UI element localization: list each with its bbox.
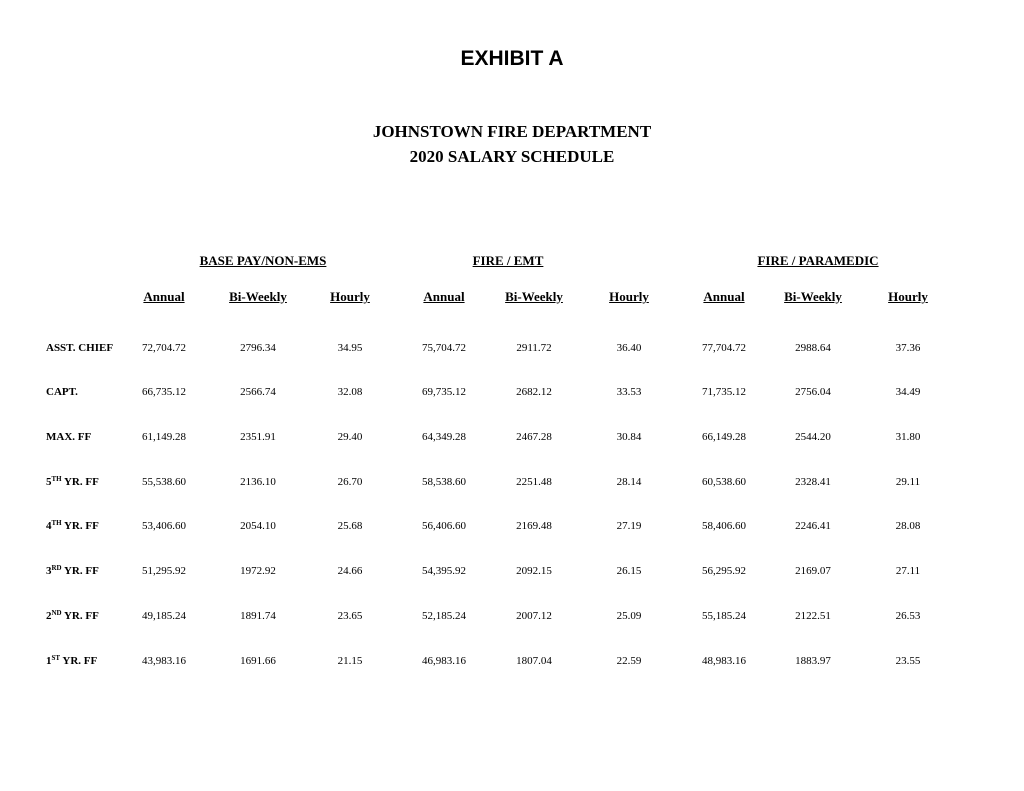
table-cell: 2544.20 — [795, 431, 831, 443]
table-cell: 71,735.12 — [702, 386, 746, 398]
table-cell: 32.08 — [337, 386, 363, 398]
table-cell: 25.09 — [616, 610, 642, 622]
table-cell: 26.70 — [337, 476, 363, 488]
column-header: Hourly — [888, 289, 928, 304]
table-cell: 29.11 — [895, 476, 921, 488]
table-cell: 1891.74 — [240, 610, 276, 622]
table-cell: 2682.12 — [516, 386, 552, 398]
table-cell: 34.49 — [895, 386, 921, 398]
table-cell: 36.40 — [616, 342, 642, 354]
table-cell: 54,395.92 — [422, 565, 466, 577]
table-cell: 22.59 — [616, 655, 642, 667]
table-cell: 34.95 — [337, 342, 363, 354]
table-cell: 2566.74 — [240, 386, 276, 398]
table-cell: 1807.04 — [516, 655, 552, 667]
column-header: Annual — [143, 289, 185, 304]
table-cell: 2796.34 — [240, 342, 276, 354]
table-cell: 55,185.24 — [702, 610, 746, 622]
table-cell: 33.53 — [616, 386, 642, 398]
table-cell: 56,406.60 — [422, 520, 466, 532]
group-header: FIRE / EMT — [472, 253, 544, 268]
table-cell: 1883.97 — [795, 655, 831, 667]
column-header: Hourly — [330, 289, 370, 304]
table-cell: 77,704.72 — [702, 342, 746, 354]
group-header: BASE PAY/NON-EMS — [199, 253, 327, 268]
table-cell: 58,538.60 — [422, 476, 466, 488]
column-header: Bi-Weekly — [505, 289, 563, 304]
table-cell: 28.08 — [895, 520, 921, 532]
table-cell: 58,406.60 — [702, 520, 746, 532]
table-cell: 61,149.28 — [142, 431, 186, 443]
table-cell: 2756.04 — [795, 386, 831, 398]
table-cell: 75,704.72 — [422, 342, 466, 354]
table-cell: 1972.92 — [240, 565, 276, 577]
table-cell: 2328.41 — [795, 476, 831, 488]
table-cell: 23.55 — [895, 655, 921, 667]
table-cell: 56,295.92 — [702, 565, 746, 577]
column-header: Bi-Weekly — [229, 289, 287, 304]
table-cell: 66,735.12 — [142, 386, 186, 398]
table-cell: 2988.64 — [795, 342, 831, 354]
table-cell: 24.66 — [337, 565, 363, 577]
rank-label: MAX. FF — [46, 431, 92, 443]
table-cell: 2092.15 — [516, 565, 552, 577]
column-header: Hourly — [609, 289, 649, 304]
table-cell: 2251.48 — [516, 476, 552, 488]
table-cell: 28.14 — [616, 476, 642, 488]
exhibit-title: EXHIBIT A — [460, 47, 564, 70]
table-cell: 21.15 — [337, 655, 363, 667]
table-cell: 2007.12 — [516, 610, 552, 622]
table-cell: 69,735.12 — [422, 386, 466, 398]
table-cell: 1691.66 — [240, 655, 276, 667]
department-title: JOHNSTOWN FIRE DEPARTMENT — [372, 122, 652, 141]
table-cell: 2169.07 — [795, 565, 831, 577]
table-cell: 2054.10 — [240, 520, 276, 532]
table-cell: 2911.72 — [516, 342, 552, 354]
table-cell: 29.40 — [337, 431, 363, 443]
table-cell: 26.53 — [895, 610, 921, 622]
rank-label: CAPT. — [46, 386, 78, 398]
table-cell: 72,704.72 — [142, 342, 186, 354]
table-cell: 53,406.60 — [142, 520, 186, 532]
table-cell: 46,983.16 — [422, 655, 466, 667]
table-cell: 52,185.24 — [422, 610, 466, 622]
table-cell: 2467.28 — [516, 431, 552, 443]
table-cell: 49,185.24 — [142, 610, 186, 622]
column-header: Annual — [703, 289, 745, 304]
rank-label: 5TH YR. FF — [46, 475, 99, 488]
table-cell: 2122.51 — [795, 610, 831, 622]
schedule-title: 2020 SALARY SCHEDULE — [409, 147, 615, 166]
table-cell: 64,349.28 — [422, 431, 466, 443]
table-cell: 27.11 — [895, 565, 921, 577]
rank-label: ASST. CHIEF — [46, 342, 114, 354]
table-cell: 43,983.16 — [142, 655, 186, 667]
table-cell: 66,149.28 — [702, 431, 746, 443]
table-cell: 30.84 — [616, 431, 642, 443]
table-cell: 51,295.92 — [142, 565, 186, 577]
rank-label: 2ND YR. FF — [46, 609, 99, 622]
table-cell: 26.15 — [616, 565, 642, 577]
column-header: Bi-Weekly — [784, 289, 842, 304]
table-cell: 48,983.16 — [702, 655, 746, 667]
column-header: Annual — [423, 289, 465, 304]
table-cell: 23.65 — [337, 610, 363, 622]
rank-label: 4TH YR. FF — [46, 519, 99, 532]
table-cell: 2246.41 — [795, 520, 831, 532]
table-cell: 2136.10 — [240, 476, 276, 488]
table-cell: 25.68 — [337, 520, 363, 532]
table-cell: 2351.91 — [240, 431, 276, 443]
table-cell: 27.19 — [616, 520, 642, 532]
rank-label: 1ST YR. FF — [46, 654, 98, 667]
table-cell: 55,538.60 — [142, 476, 186, 488]
table-cell: 2169.48 — [516, 520, 552, 532]
table-cell: 60,538.60 — [702, 476, 746, 488]
table-cell: 31.80 — [895, 431, 921, 443]
group-header: FIRE / PARAMEDIC — [757, 253, 879, 268]
table-cell: 37.36 — [895, 342, 921, 354]
rank-label: 3RD YR. FF — [46, 564, 99, 577]
